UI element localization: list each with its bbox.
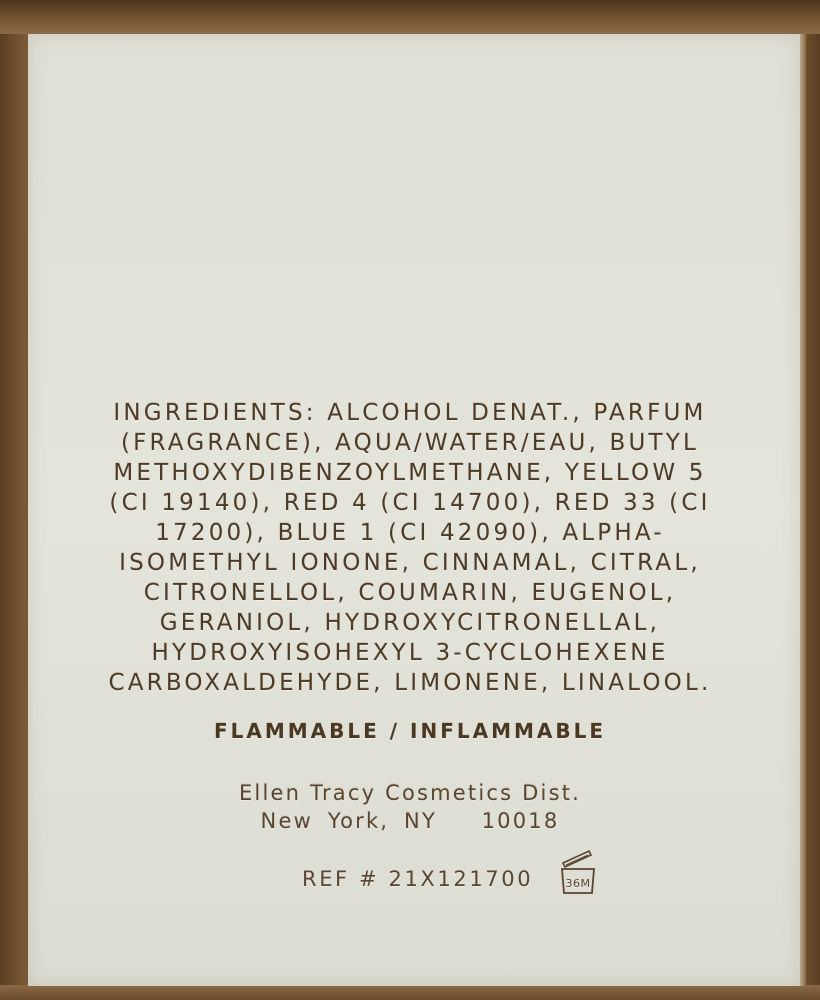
- open-jar-icon: [559, 847, 597, 895]
- ingredients-line: CITRONELLOL, COUMARIN, EUGENOL,: [143, 580, 677, 606]
- reference-row: [302, 864, 597, 894]
- flammable-warning: FLAMMABLE / INFLAMMABLE: [213, 719, 607, 743]
- ingredients-line: METHOXYDIBENZOYLMETHANE, YELLOW 5: [113, 460, 707, 486]
- ingredients-line: HYDROXYISOHEXYL 3-CYCLOHEXENE: [151, 640, 669, 666]
- ingredients-list: [0, 398, 820, 698]
- ingredients-line: 17200), BLUE 1 (CI 42090), ALPHA-: [155, 520, 665, 546]
- ingredients-line: (FRAGRANCE), AQUA/WATER/EAU, BUTYL: [120, 430, 700, 456]
- ingredients-line: GERANIOL, HYDROXYCITRONELLAL,: [159, 610, 661, 636]
- pao-label: 36M: [565, 877, 591, 890]
- distributor-info: [0, 779, 820, 835]
- ingredients-line: (CI 19140), RED 4 (CI 14700), RED 33 (CI: [109, 490, 711, 516]
- reference-number: REF # 21X121700: [302, 867, 534, 891]
- distributor-address: New York, NY 10018: [260, 809, 560, 833]
- box-bottom-edge: [0, 985, 820, 1000]
- box-top-edge: [0, 0, 820, 34]
- ingredients-line: INGREDIENTS: ALCOHOL DENAT., PARFUM: [113, 400, 707, 426]
- distributor-name: Ellen Tracy Cosmetics Dist.: [238, 781, 582, 805]
- ingredients-line: CARBOXALDEHYDE, LIMONENE, LINALOOL.: [108, 670, 712, 696]
- ingredients-line: ISOMETHYL IONONE, CINNAMAL, CITRAL,: [119, 550, 701, 576]
